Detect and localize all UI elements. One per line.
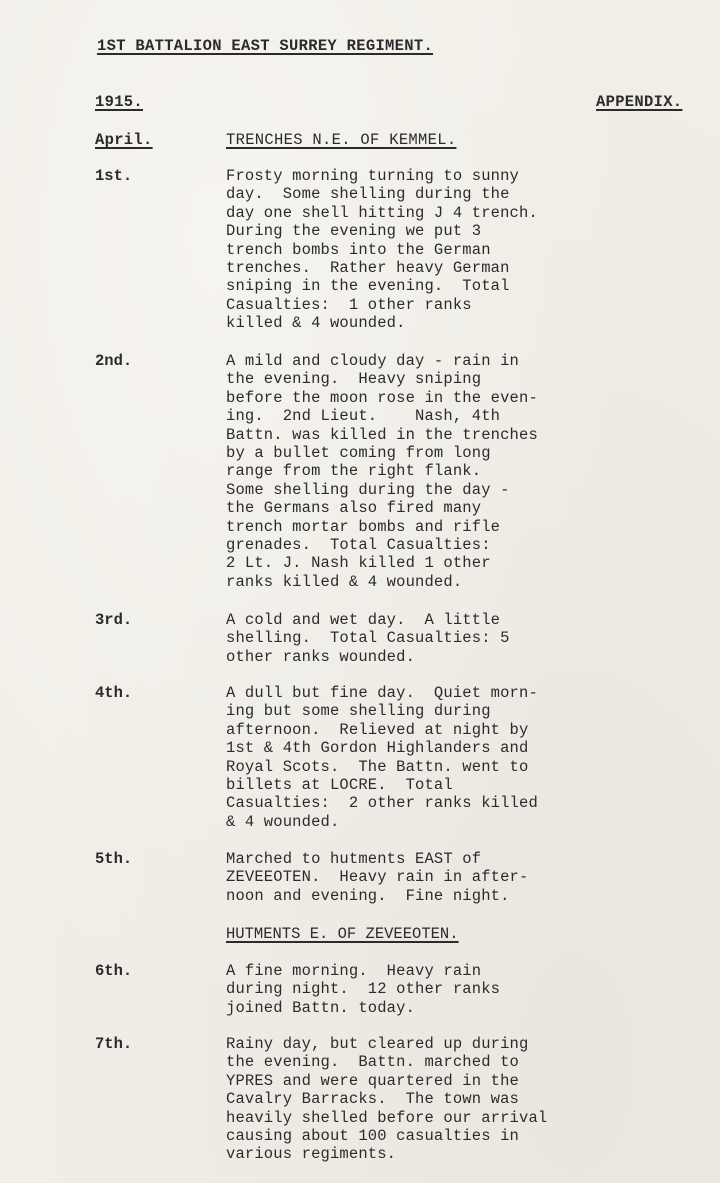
- entry-date: 6th.: [95, 962, 133, 980]
- entry-text: A cold and wet day. A little shelling. Total Casualties: 5 other ranks wounded.: [226, 611, 510, 666]
- appendix-label: APPENDIX.: [596, 93, 683, 111]
- entry-date: 1st.: [95, 167, 133, 185]
- year-heading: 1915.: [95, 93, 144, 111]
- month-heading: April.: [95, 131, 153, 149]
- entry-date: 5th.: [95, 850, 133, 868]
- document-title: 1ST BATTALION EAST SURREY REGIMENT.: [97, 37, 434, 55]
- section-heading-trenches: TRENCHES N.E. OF KEMMEL.: [226, 131, 457, 149]
- entry-text: A fine morning. Heavy rain during night. 12 other ranks joined Battn. today.: [226, 962, 501, 1017]
- entry-text: Frosty morning turning to sunny day. Some shelling during the day one shell hitting J 4 trench. During the evening we put 3 trench bombs into the German trenches. Rather heavy German sniping in the evening. Total Casualties: 1 other ranks killed & 4 wounded.: [226, 167, 538, 333]
- entry-text: Rainy day, but cleared up during the evening. Battn. marched to YPRES and were quartered in the Cavalry Barracks. The town was heavily shelled before our arrival causing about 100 casualties in various regiments.: [226, 1035, 548, 1164]
- entry-text: Marched to hutments EAST of ZEVEEOTEN. Heavy rain in after- noon and evening. Fine night.: [226, 850, 529, 905]
- entry-date: 7th.: [95, 1035, 133, 1053]
- entry-date: 4th.: [95, 684, 133, 702]
- entry-date: 3rd.: [95, 611, 133, 629]
- section-heading-hutments: HUTMENTS E. OF ZEVEEOTEN.: [226, 925, 459, 943]
- entry-text: A mild and cloudy day - rain in the evening. Heavy sniping before the moon rose in the even- ing. 2nd Lieut. Nash, 4th Battn. was killed in the trenches by a bullet coming from long range from the right flank. Some shelling during the day - the Germans also fired many trench mortar bombs and rifle grenades. Total Casualties: 2 Lt. J. Nash killed 1 other ranks killed & 4 wounded.: [226, 352, 538, 591]
- entry-date: 2nd.: [95, 352, 133, 370]
- entry-text: A dull but fine day. Quiet morn- ing but some shelling during afternoon. Relieved at night by 1st & 4th Gordon Highlanders and Royal Scots. The Battn. went to billets at LOCRE. Total Casualties: 2 other ranks killed & 4 wounded.: [226, 684, 538, 831]
